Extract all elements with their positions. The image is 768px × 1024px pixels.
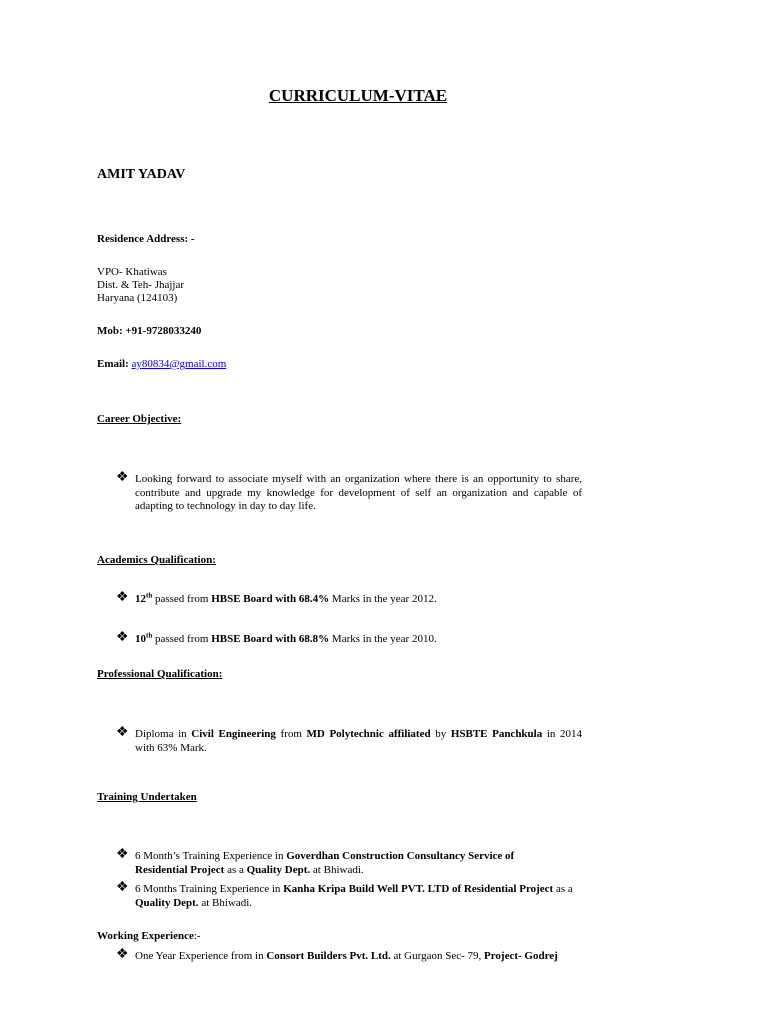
document-title: CURRICULUM-VITAE <box>268 86 448 105</box>
academics-item-10th: ❖ 10th passed from HBSE Board with 68.8% Marks in the year 2010. <box>116 630 437 645</box>
mobile-number: Mob: +91-9728033240 <box>97 325 202 337</box>
career-objective-item <box>116 470 582 514</box>
address-line-2: Dist. & Teh- Jhajjar <box>97 279 185 291</box>
diamond-bullet-icon: ❖ <box>116 470 129 485</box>
address-line-3: Haryana (124103) <box>97 292 178 304</box>
diamond-bullet-icon: ❖ <box>116 947 129 962</box>
work-item: ❖ One Year Experience from in Consort Builders Pvt. Ltd. at Gurgaon Sec- 79, Project- Godrej <box>116 947 558 962</box>
diamond-bullet-icon: ❖ <box>116 590 129 605</box>
career-objective-heading: Career Objective: <box>97 413 182 425</box>
academics-item-12th: ❖ 12th passed from HBSE Board with 68.4% Marks in the year 2012. <box>116 590 437 605</box>
career-objective-text: Looking forward to associate myself with an organization where there is an opportunity to share, contribute and upgrade my knowledge for development of self an organization and capable of adapting to technology in day to day life. <box>135 473 582 512</box>
address-line-1: VPO- Khatiwas <box>97 266 167 278</box>
professional-heading: Professional Qualification: <box>97 668 223 680</box>
training-item-1: ❖ 6 Month’s Training Experience in Goverdhan Construction Consultancy Service of Residential Project as a Quality Dept. at Bhiwadi. <box>116 847 515 876</box>
candidate-name: AMIT YADAV <box>97 167 186 182</box>
work-heading: Working Experience:- <box>97 930 201 942</box>
training-item-2: ❖ 6 Months Training Experience in Kanha Kripa Build Well PVT. LTD of Residential Project as a Quality Dept. at Bhiwadi. <box>116 880 573 909</box>
professional-item: ❖ Diploma in Civil Engineering from MD Polytechnic affiliated by HSBTE Panchkula in 2014 with 63% Mark. <box>116 725 582 754</box>
diamond-bullet-icon: ❖ <box>116 847 129 862</box>
diamond-bullet-icon: ❖ <box>116 725 129 740</box>
email-label: Email: <box>97 358 129 370</box>
email-link[interactable]: ay80834@gmail.com <box>131 358 227 370</box>
training-heading: Training Undertaken <box>97 791 197 803</box>
academics-heading: Academics Qualification: <box>97 554 216 566</box>
diamond-bullet-icon: ❖ <box>116 630 129 645</box>
diamond-bullet-icon: ❖ <box>116 880 129 895</box>
email-row <box>97 358 226 372</box>
address-label: Residence Address: - <box>97 233 195 245</box>
